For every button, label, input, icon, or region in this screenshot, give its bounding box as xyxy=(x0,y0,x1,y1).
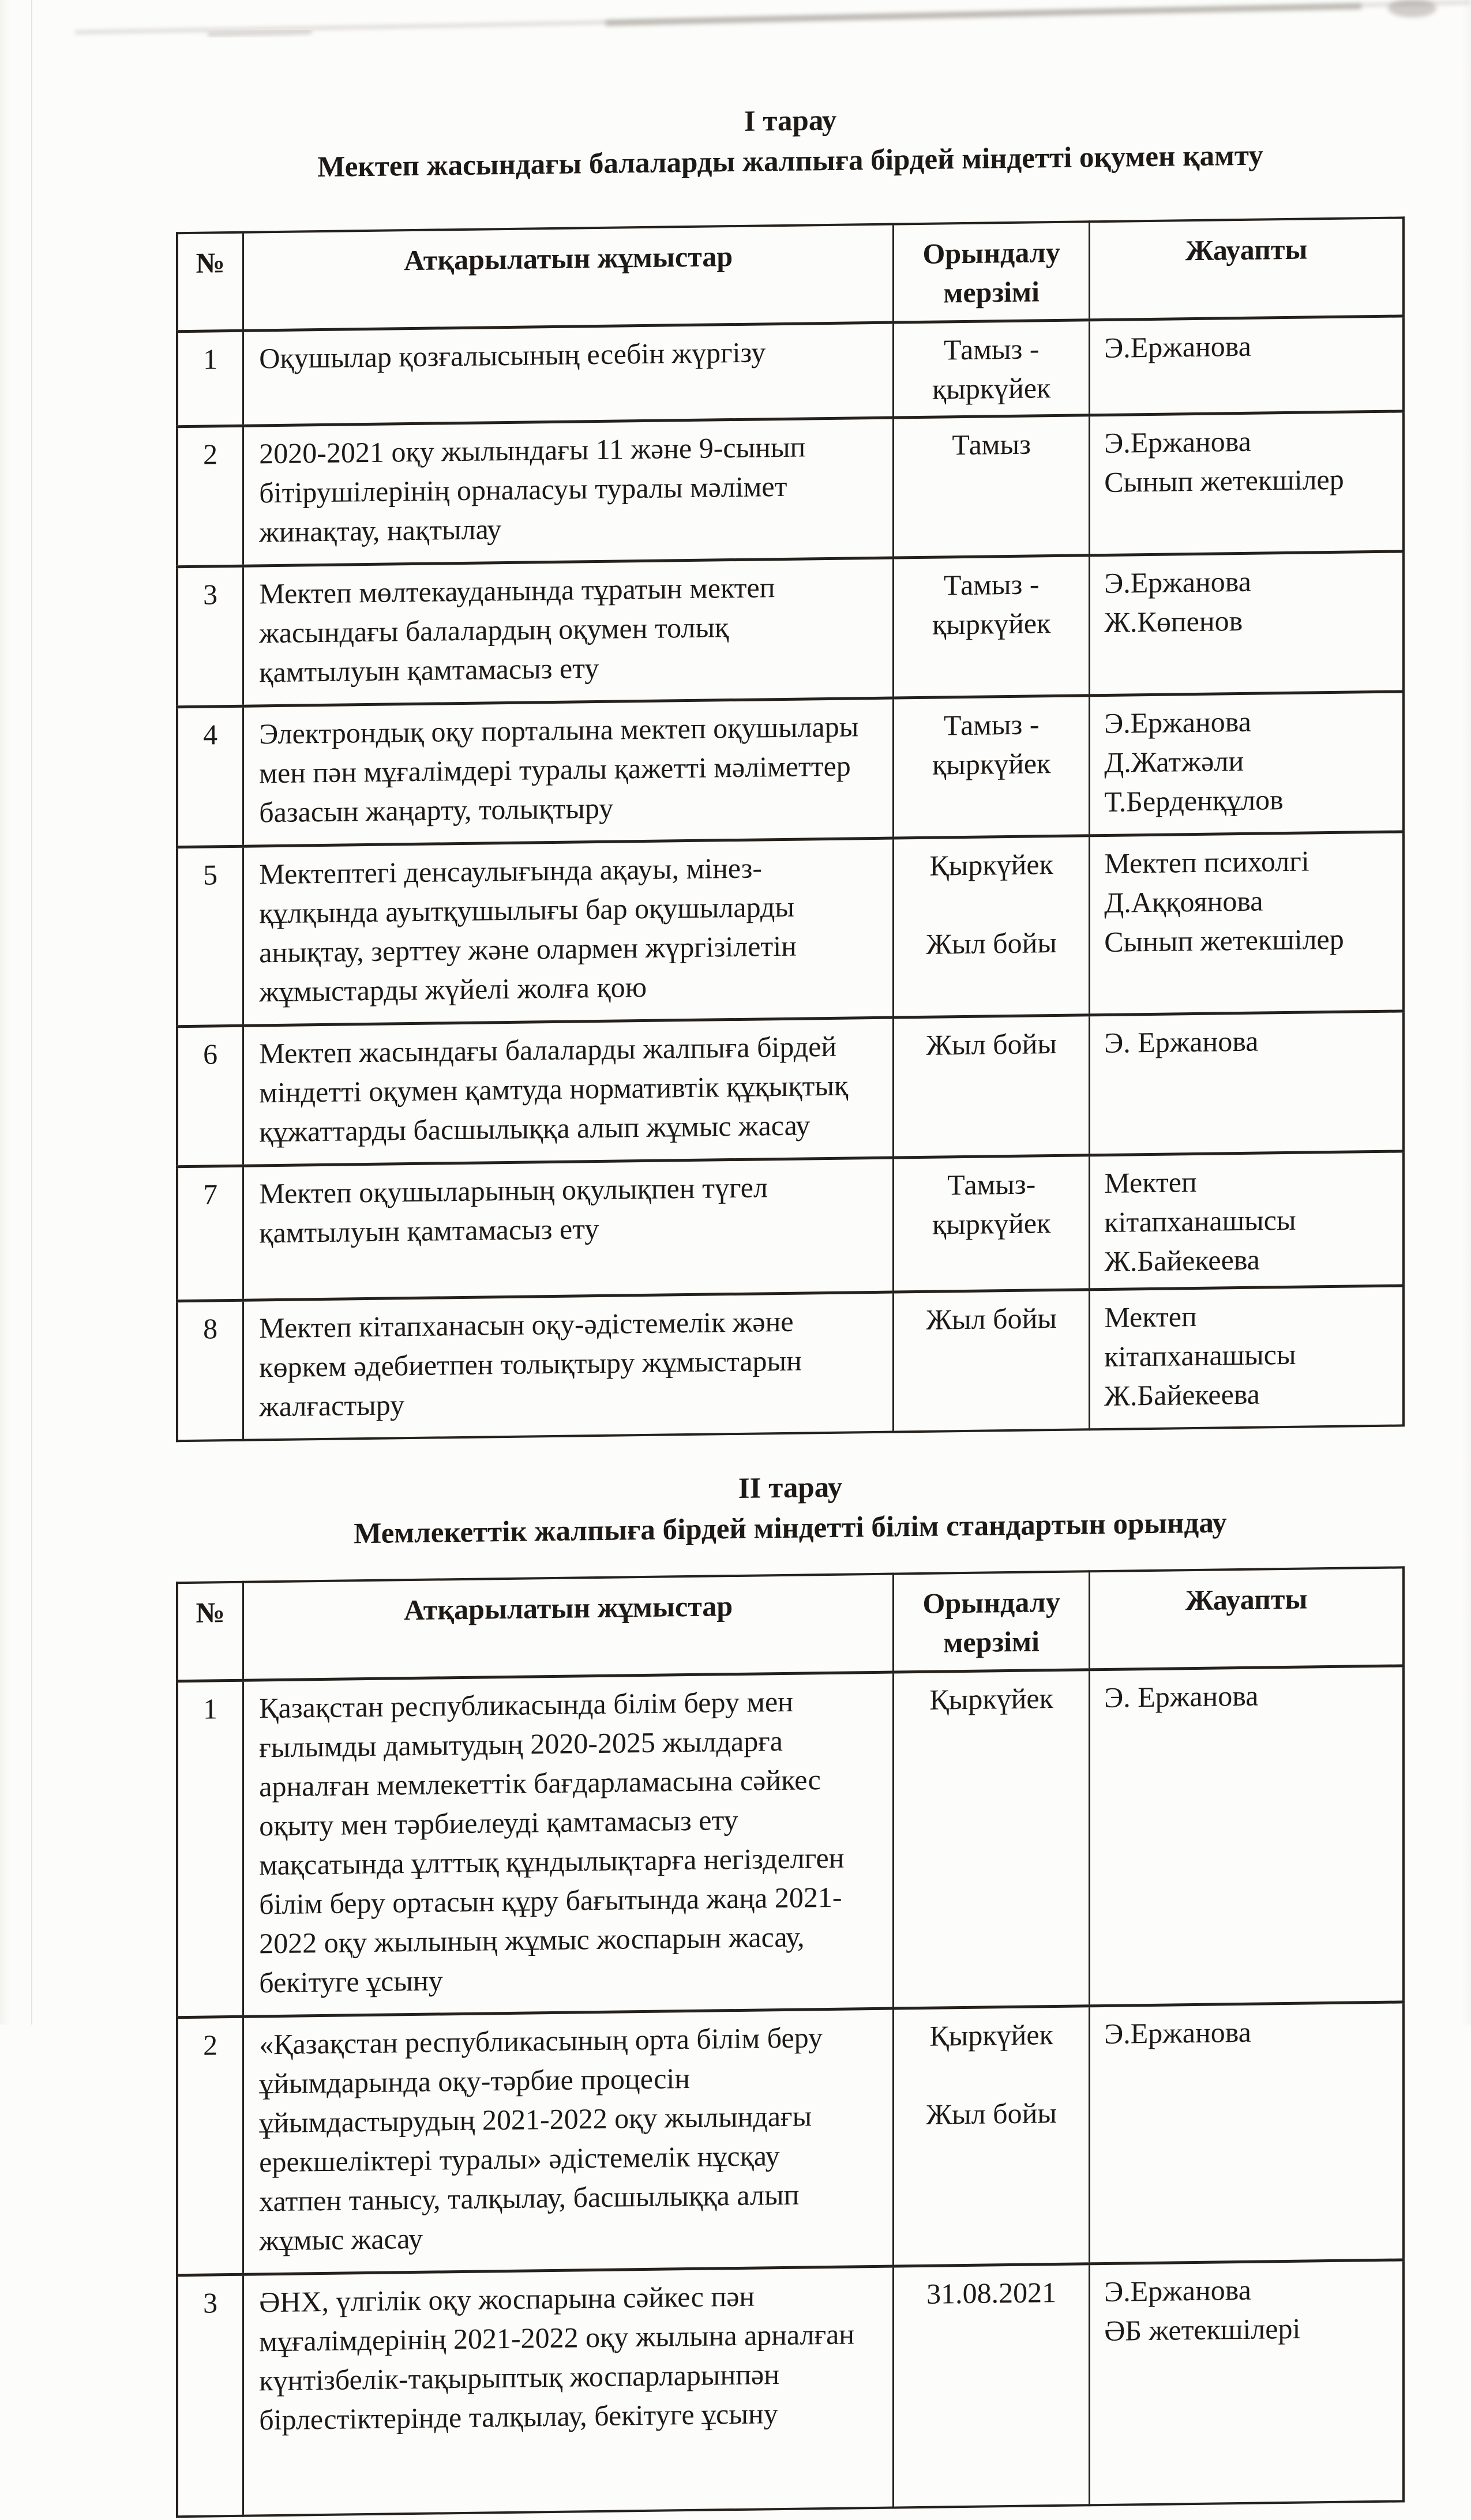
responsible-cell xyxy=(1090,2002,1404,2264)
row-number-cell: 3 xyxy=(177,2274,243,2517)
table-row xyxy=(177,2260,1404,2517)
period-line: Тамыз - xyxy=(943,568,1040,602)
task-cell: Электрондық оқу порталына мектеп оқушылары мен пән мұғалімдері туралы қажетті мәліметтер базасын жаңарту, толықтыру xyxy=(243,698,894,846)
table-row xyxy=(177,316,1404,427)
responsible-line: Мектеп xyxy=(1104,1300,1197,1334)
period-line: Қыркүйек xyxy=(929,1682,1053,1716)
period-line: Тамыз- xyxy=(947,1167,1036,1201)
period-line: Қыркүйек xyxy=(929,848,1053,882)
period-cell xyxy=(894,696,1090,838)
responsible-line: Э. Ержанова xyxy=(1104,1679,1259,1714)
responsible-line: Э.Ержанова xyxy=(1104,425,1251,459)
period-line: Тамыз - xyxy=(943,332,1040,366)
task-cell: Қазақстан республикасында білім беру мен ғылымды дамытудың 2020-2025 жылдарға арналған мемлекеттік бағдарламасына сәйкес оқыту мен тәрбиелеуді қамтамасыз ету мақсатында ұлттық құндылықтарға негізделген білім беру ортасын құру бағытында жаңа 2021-2022 оқу жылының жұмыс жоспарын жасау, бекітуге ұсыну xyxy=(243,1672,894,2016)
table-header xyxy=(177,1567,1404,1681)
task-cell: Мектеп оқушыларының оқулықпен түгел қамтылуын қамтамасыз ету xyxy=(243,1158,894,1300)
chapter-1-subtitle: Мектеп жасындағы балаларды жалпыға бірдей міндетті оқумен қамту xyxy=(317,139,1263,184)
responsible-line: Э. Ержанова xyxy=(1104,1024,1259,1059)
period-line: Жыл бойы xyxy=(926,2097,1057,2131)
responsible-cell xyxy=(1090,1151,1404,1290)
table-row xyxy=(177,1286,1404,1441)
responsible-cell xyxy=(1090,1286,1404,1429)
row-number-cell: 7 xyxy=(177,1166,243,1301)
period-line: Тамыз - xyxy=(943,708,1040,742)
period-line: Тамыз xyxy=(952,427,1031,461)
header-cell-3: Жауапты xyxy=(1090,1567,1404,1669)
responsible-cell xyxy=(1090,411,1404,555)
chapter-2-title-block xyxy=(176,1426,1405,1555)
chapter-2-heading: II тарау xyxy=(738,1471,843,1505)
header-cell-2: Орындалу мерзімі xyxy=(894,1571,1090,1672)
table-header xyxy=(177,217,1404,331)
responsible-line: кітапханашысы xyxy=(1104,1203,1296,1238)
task-cell: Мектеп кітапханасын оқу-әдістемелік және көркем әдебиетпен толықтыру жұмыстарын жалғастыру xyxy=(243,1292,894,1440)
period-line: 31.08.2021 xyxy=(926,2276,1057,2310)
responsible-line: Т.Берденқұлов xyxy=(1104,783,1284,818)
responsible-line: Э.Ержанова xyxy=(1104,705,1251,739)
responsible-line: ӘБ жетекшілері xyxy=(1104,2312,1301,2347)
task-cell: Мектеп мөлтекауданында тұратын мектеп жасындағы балалардың оқумен толық қамтылуын қамтамасыз ету xyxy=(243,558,894,706)
responsible-cell xyxy=(1090,832,1404,1015)
responsible-cell xyxy=(1090,551,1404,696)
table-row xyxy=(177,1011,1404,1167)
period-cell xyxy=(894,320,1090,418)
table-row xyxy=(177,832,1404,1027)
task-cell: Оқушылар қозғалысының есебін жүргізу xyxy=(243,322,894,426)
row-number-cell: 8 xyxy=(177,1300,243,1441)
header-cell-1: Атқарылатын жұмыстар xyxy=(243,224,894,331)
row-number-cell: 4 xyxy=(177,706,243,847)
table-row xyxy=(177,411,1404,567)
responsible-line: кітапханашысы xyxy=(1104,1338,1296,1373)
table-row xyxy=(177,2002,1404,2275)
header-row xyxy=(177,1567,1404,1681)
row-number-cell: 2 xyxy=(177,2016,243,2275)
responsible-line: Мектеп xyxy=(1104,1165,1197,1199)
task-cell: ӘНХ, үлгілік оқу жоспарына сәйкес пән мұғалімдерінің 2021-2022 оқу жылына арналған күнтізбелік-тақырыптық жоспарларынпән бірлестіктерінде талқылау, бекітуге ұсыну xyxy=(243,2266,894,2516)
period-line: қыркүйек xyxy=(932,747,1051,781)
table-body xyxy=(177,316,1404,1441)
responsible-line: Мектеп психолгі xyxy=(1104,844,1309,880)
period-line: Жыл бойы xyxy=(926,1027,1057,1061)
responsible-line: Э.Ержанова xyxy=(1104,2273,1251,2308)
responsible-line: Ж.Байекеева xyxy=(1104,1243,1260,1278)
responsible-line: Э.Ержанова xyxy=(1104,565,1251,599)
table-row xyxy=(177,692,1404,847)
period-cell xyxy=(894,2006,1090,2266)
table-row xyxy=(177,551,1404,707)
period-line: Жыл бойы xyxy=(926,1302,1057,1336)
period-cell xyxy=(894,1015,1090,1158)
row-number-cell: 5 xyxy=(177,846,243,1026)
task-cell: «Қазақстан республикасының орта білім беру ұйымдарында оқу-тәрбие процесін ұйымдастырудың 2021-2022 оқу жылындағы ерекшеліктері туралы» әдістемелік нұсқау хатпен танысу, талқылау, басшылыққа алып жұмыс жасау xyxy=(243,2008,894,2274)
header-row xyxy=(177,217,1404,331)
period-cell xyxy=(894,1155,1090,1292)
row-number-cell: 6 xyxy=(177,1026,243,1166)
task-cell: 2020-2021 оқу жылындағы 11 және 9-сынып бітірушілерінің орналасуы туралы мәлімет жинақтау, нақтылау xyxy=(243,418,894,566)
row-number-cell: 3 xyxy=(177,566,243,707)
period-line: Қыркүйек xyxy=(929,2018,1053,2052)
header-cell-3: Жауапты xyxy=(1090,217,1404,320)
task-cell: Мектептегі денсаулығында ақауы, мінез-құлқында ауытқушылығы бар оқушыларды анықтау, зерттеу және олармен жүргізілетін жұмыстарды жүйелі жолға қою xyxy=(243,838,894,1026)
period-cell xyxy=(894,555,1090,698)
responsible-line: Сынып жетекшілер xyxy=(1104,463,1344,498)
responsible-line: Ж.Байекеева xyxy=(1104,1377,1260,1412)
responsible-cell xyxy=(1090,1666,1404,2006)
period-line: Жыл бойы xyxy=(926,926,1057,960)
responsible-line: Д.Жатжәли xyxy=(1104,744,1244,779)
header-cell-2: Орындалу мерзімі xyxy=(894,221,1090,322)
table-body xyxy=(177,1666,1404,2517)
period-cell xyxy=(894,415,1090,558)
responsible-line: Э.Ержанова xyxy=(1104,2015,1251,2050)
responsible-line: Э.Ержанова xyxy=(1104,329,1251,364)
period-line: қыркүйек xyxy=(932,371,1051,405)
responsible-cell xyxy=(1090,692,1404,836)
period-line: қыркүйек xyxy=(932,1207,1051,1241)
chapter-2-plan-table xyxy=(176,1566,1405,2518)
responsible-cell xyxy=(1090,1011,1404,1155)
chapter-1-plan-table xyxy=(176,216,1405,1442)
responsible-line: Сынып жетекшілер xyxy=(1104,922,1344,958)
row-number-cell: 2 xyxy=(177,426,243,566)
chapter-1-title-block xyxy=(176,0,1405,188)
chapter-2-section xyxy=(0,1426,1471,2520)
period-cell xyxy=(894,1290,1090,1432)
row-number-cell: 1 xyxy=(177,1680,243,2017)
header-cell-0: № xyxy=(177,1582,243,1681)
responsible-cell xyxy=(1090,2260,1404,2505)
responsible-cell xyxy=(1090,316,1404,415)
period-cell xyxy=(894,836,1090,1017)
header-cell-0: № xyxy=(177,232,243,332)
task-cell: Мектеп жасындағы балаларды жалпыға бірдей міндетті оқумен қамтуда нормативтік құқықтық құжаттарды басшылыққа алып жұмыс жасау xyxy=(243,1017,894,1166)
chapter-2-subtitle: Мемлекеттік жалпыға бірдей міндетті білім стандартын орындау xyxy=(354,1507,1227,1550)
table-row xyxy=(177,1666,1404,2018)
period-cell xyxy=(894,2264,1090,2508)
row-number-cell: 1 xyxy=(177,331,243,426)
period-line: қыркүйек xyxy=(932,607,1051,641)
period-cell xyxy=(894,1670,1090,2008)
chapter-1-heading: I тарау xyxy=(744,104,837,138)
header-cell-1: Атқарылатын жұмыстар xyxy=(243,1574,894,1681)
table-row xyxy=(177,1151,1404,1301)
responsible-line: Д.Аққоянова xyxy=(1104,884,1263,919)
responsible-line: Ж.Көпенов xyxy=(1104,604,1243,639)
